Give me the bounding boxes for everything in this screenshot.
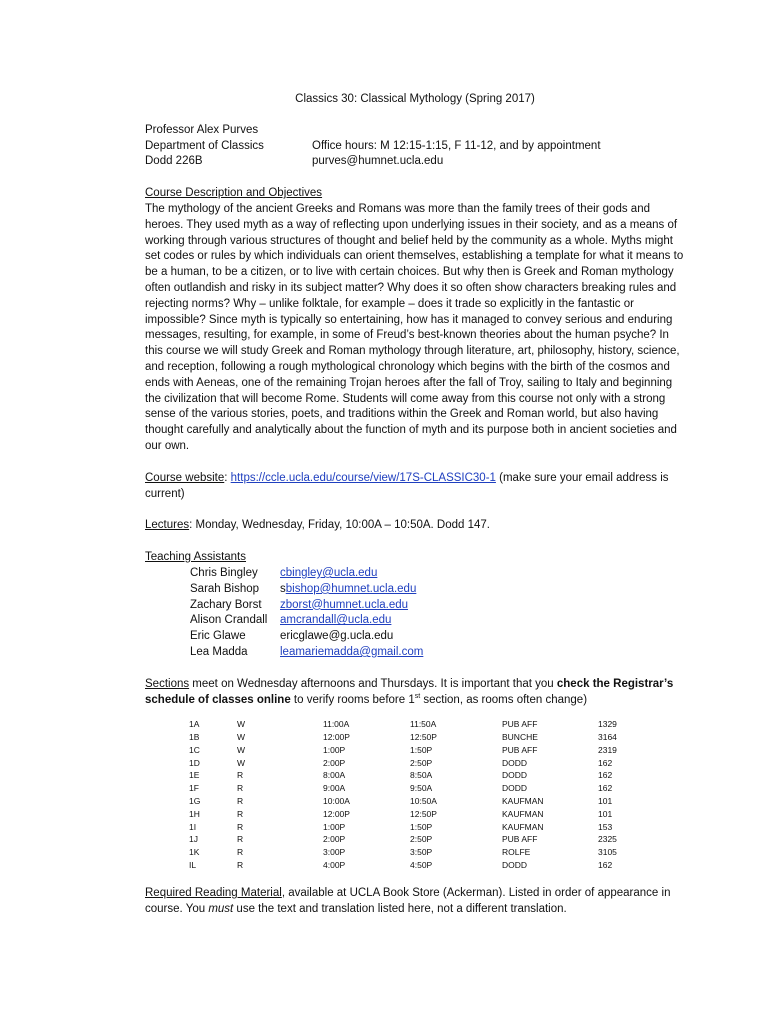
cell-start-time: 10:00A: [323, 796, 350, 807]
sections-text: meet on Wednesday afternoons and Thursdays. It is important that you: [189, 677, 557, 690]
cell-room: 101: [598, 808, 613, 819]
professor-email: purves@humnet.ucla.edu: [312, 155, 444, 168]
cell-building: PUB AFF: [502, 834, 538, 845]
table-row: [189, 731, 658, 744]
website-line: [145, 471, 685, 503]
cell-day: R: [237, 783, 244, 794]
website-colon: :: [224, 471, 231, 484]
sections-text: section, as rooms often change): [420, 693, 588, 706]
reading-text: use the text and translation listed here, not a different translation.: [233, 902, 567, 915]
cell-section-id: 1A: [189, 719, 200, 730]
ta-email-link[interactable]: zborst@humnet.ucla.edu: [280, 598, 409, 611]
cell-start-time: 9:00A: [323, 783, 346, 794]
cell-end-time: 1:50P: [410, 744, 433, 755]
cell-room: 101: [598, 796, 613, 807]
cell-day: R: [237, 847, 244, 858]
cell-start-time: 8:00A: [323, 770, 346, 781]
cell-section-id: 1J: [189, 834, 198, 845]
cell-end-time: 3:50P: [410, 847, 433, 858]
syllabus-page: [145, 92, 685, 917]
ta-email-link[interactable]: cbingley@ucla.edu: [280, 566, 378, 579]
cell-building: DODD: [502, 770, 528, 781]
cell-start-time: 2:00P: [323, 757, 346, 768]
cell-start-time: 11:00A: [323, 719, 350, 730]
cell-building: KAUFMAN: [502, 821, 544, 832]
ta-row: [190, 629, 685, 645]
cell-building: ROLFE: [502, 847, 531, 858]
ta-email-plain: ericglawe@g.ucla.edu: [280, 630, 394, 643]
cell-day: W: [237, 744, 246, 755]
ta-name: Chris Bingley: [190, 566, 258, 579]
description-heading: Course Description and Objectives: [145, 187, 323, 200]
ta-email-prefix: s: [280, 582, 286, 595]
cell-start-time: 4:00P: [323, 860, 346, 871]
cell-building: KAUFMAN: [502, 796, 544, 807]
reading-paragraph: [145, 886, 685, 918]
cell-building: BUNCHE: [502, 732, 538, 743]
lectures-label: Lectures: [145, 519, 190, 532]
reading-label: Required Reading Material: [145, 886, 282, 899]
table-row: [189, 821, 658, 834]
ta-email-link[interactable]: bishop@humnet.ucla.edu: [285, 582, 417, 595]
cell-end-time: 4:50P: [410, 860, 433, 871]
reading-text: , available at UCLA Book Store (Ackerman). Listed in order of appearance in course. You: [145, 886, 671, 915]
cell-day: R: [237, 860, 244, 871]
cell-section-id: 1G: [189, 796, 201, 807]
cell-end-time: 8:50A: [410, 770, 433, 781]
office-hours: Office hours: M 12:15-1:15, F 11-12, and by appointment: [312, 139, 601, 152]
sections-label: Sections: [145, 677, 190, 690]
cell-building: KAUFMAN: [502, 808, 544, 819]
table-row: [189, 757, 658, 770]
cell-day: R: [237, 821, 244, 832]
ta-heading: Teaching Assistants: [145, 551, 247, 564]
cell-end-time: 2:50P: [410, 834, 433, 845]
cell-section-id: 1K: [189, 847, 200, 858]
cell-start-time: 12:00P: [323, 808, 350, 819]
table-row: [189, 859, 658, 872]
reading-emphasis: must: [208, 902, 234, 915]
table-row: [189, 795, 658, 808]
table-row: [189, 846, 658, 859]
header-block: [145, 123, 685, 170]
cell-building: DODD: [502, 757, 528, 768]
ta-row: [190, 613, 685, 629]
cell-start-time: 3:00P: [323, 847, 346, 858]
cell-day: R: [237, 808, 244, 819]
cell-end-time: 1:50P: [410, 821, 433, 832]
cell-building: PUB AFF: [502, 744, 538, 755]
department-name: Department of Classics: [145, 139, 264, 152]
ta-name: Zachary Borst: [190, 598, 262, 611]
website-label: Course website: [145, 471, 225, 484]
cell-day: W: [237, 732, 246, 743]
ta-row: [190, 598, 685, 614]
cell-building: DODD: [502, 860, 528, 871]
cell-section-id: 1B: [189, 732, 200, 743]
ta-name: Eric Glawe: [190, 630, 246, 643]
table-row: [189, 782, 658, 795]
table-row: [189, 833, 658, 846]
cell-section-id: 1C: [189, 744, 200, 755]
cell-section-id: 1F: [189, 783, 199, 794]
page-title: Classics 30: Classical Mythology (Spring 2017): [295, 93, 535, 105]
lectures-text: : Monday, Wednesday, Friday, 10:00A – 10:50A. Dodd 147.: [189, 519, 491, 532]
cell-room: 1329: [598, 719, 617, 730]
cell-room: 2325: [598, 834, 617, 845]
sections-bold-text: check the Registrar’s schedule of classes online: [145, 677, 674, 706]
cell-day: R: [237, 834, 244, 845]
cell-start-time: 12:00P: [323, 732, 350, 743]
cell-day: W: [237, 757, 246, 768]
cell-end-time: 9:50A: [410, 783, 433, 794]
sections-superscript: st: [414, 692, 421, 700]
office-location: Dodd 226B: [145, 155, 203, 168]
cell-room: 3164: [598, 732, 617, 743]
cell-end-time: 12:50P: [410, 808, 437, 819]
cell-end-time: 10:50A: [410, 796, 437, 807]
cell-section-id: 1E: [189, 770, 200, 781]
cell-building: DODD: [502, 783, 528, 794]
description-body: The mythology of the ancient Greeks and Romans was more than the family trees of their gods and heroes. They used myth as a way of reflecting upon underlying issues in their society, and as a means of working through various structures of thought and belief held by the community as a whole. Myths might set codes or rules by which individuals can orient themselves, establishing a template for what it means to be a human, to be a citizen, or to live with certain choices. But why then is Greek and Roman mythology often outlandish and risky in its subject matter? Why does it so often show characters breaking rules and rejecting norms? Why – unlike folktale, for example – does it trade so explicitly in the fantastic or impossible? Since myth is typically so entertaining, how has it managed to convey serious and enduring messages, resulting, for example, in some of Freud’s best-known theories about the human psyche? In this course we will study Greek and Roman mythology through literature, art, philosophy, history, science, and reception, following a rough mythological chronology which begins with the birth of the cosmos and ends with Aeneas, one of the remaining Trojan heroes after the fall of Troy, sailing to Italy and beginning the civilization that will become Rome. Students will come away from this course not only with a strong sense of the various stories, poets, and traditions within the Greek and Roman world, but also having thought carefully and analytically about the function of myth and its purpose both in ancient societies and our own.: [145, 202, 684, 452]
ta-row: [190, 645, 685, 661]
ta-name: Lea Madda: [190, 645, 248, 658]
ta-name: Sarah Bishop: [190, 582, 260, 595]
cell-end-time: 12:50P: [410, 732, 437, 743]
ta-name: Alison Crandall: [190, 614, 268, 627]
cell-room: 2319: [598, 744, 617, 755]
cell-start-time: 2:00P: [323, 834, 346, 845]
cell-start-time: 1:00P: [323, 744, 346, 755]
ta-email-link[interactable]: amcrandall@ucla.edu: [280, 614, 392, 627]
professor-name: Professor Alex Purves: [145, 123, 259, 136]
table-row: [189, 769, 658, 782]
course-website-link[interactable]: https://ccle.ucla.edu/course/view/17S-CLASSIC30-1: [230, 471, 496, 484]
cell-end-time: 11:50A: [410, 719, 437, 730]
sections-text: to verify rooms before 1: [290, 693, 415, 706]
cell-room: 3105: [598, 847, 617, 858]
cell-start-time: 1:00P: [323, 821, 346, 832]
cell-section-id: IL: [189, 860, 197, 871]
cell-room: 153: [598, 821, 613, 832]
ta-email-link[interactable]: leamariemadda@gmail.com: [280, 645, 424, 658]
ta-list: [190, 566, 685, 661]
lectures-line: [145, 518, 685, 534]
ta-row: [190, 582, 685, 598]
sections-table: [189, 718, 658, 872]
table-row: [189, 808, 658, 821]
cell-day: W: [237, 719, 246, 730]
ta-row: [190, 566, 685, 582]
sections-paragraph: [145, 677, 685, 709]
cell-end-time: 2:50P: [410, 757, 433, 768]
cell-section-id: 1D: [189, 757, 200, 768]
cell-room: 162: [598, 783, 613, 794]
website-note: (make sure your email address is current): [145, 471, 669, 500]
table-row: [189, 718, 658, 731]
cell-building: PUB AFF: [502, 719, 538, 730]
cell-section-id: 1I: [189, 821, 197, 832]
table-row: [189, 744, 658, 757]
cell-day: R: [237, 796, 244, 807]
cell-day: R: [237, 770, 244, 781]
cell-room: 162: [598, 757, 613, 768]
cell-room: 162: [598, 860, 613, 871]
cell-room: 162: [598, 770, 613, 781]
cell-section-id: 1H: [189, 808, 200, 819]
